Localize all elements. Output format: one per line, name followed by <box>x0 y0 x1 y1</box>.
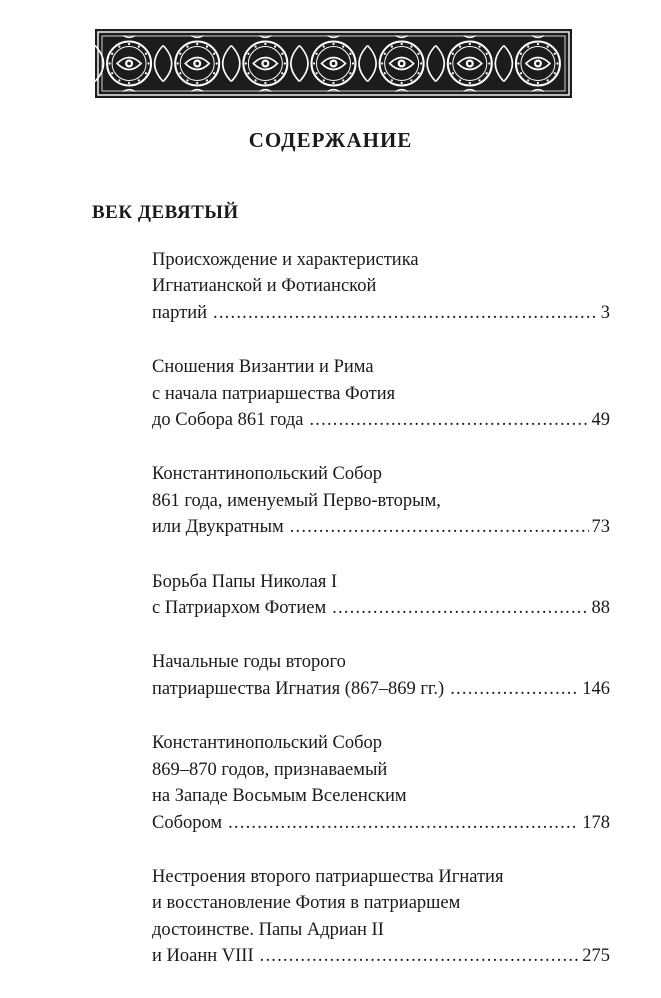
toc-entry <box>152 649 610 702</box>
toc-entry-line: с начала патриаршества Фотия <box>152 383 396 404</box>
dot-leader <box>332 595 588 621</box>
toc-entry-line: Происхождение и характеристика <box>152 250 419 270</box>
toc-entry-line: и восстановление Фотия в патриаршем <box>152 893 461 914</box>
toc-entry <box>152 864 610 970</box>
page-number: 275 <box>582 946 610 967</box>
toc-entry-text: или Двукратным <box>152 517 284 538</box>
page-number: 49 <box>591 410 610 431</box>
toc-entry-line: Сношения Византии и Рима <box>152 357 374 378</box>
toc-entry-line: Константинопольский Собор <box>152 464 383 485</box>
ornament-border <box>95 29 572 98</box>
toc-entry <box>152 247 610 326</box>
page-number: 178 <box>582 812 610 833</box>
toc-entry-text: и Иоанн VIII <box>152 946 254 967</box>
page-number: 3 <box>600 302 610 323</box>
section-heading: ВЕК ДЕВЯТЫЙ <box>92 202 239 223</box>
toc-entry <box>152 354 610 433</box>
toc-entry-last-line <box>152 514 610 540</box>
toc-entry-text: патриаршества Игнатия (867–869 гг.) <box>152 678 445 699</box>
toc-entry-last-line <box>152 810 610 836</box>
page-number: 146 <box>582 678 610 699</box>
table-of-contents <box>152 247 610 998</box>
toc-entry-text: Собором <box>152 812 223 833</box>
toc-entry-text: до Собора 861 года <box>152 410 304 431</box>
toc-entry-text: с Патриархом Фотием <box>152 598 327 619</box>
toc-entry-line: Борьба Папы Николая I <box>152 571 338 592</box>
toc-entry-line: Игнатианской и Фотианской <box>152 276 377 297</box>
toc-entry-last-line <box>152 407 610 433</box>
toc-entry-line: достоинстве. Папы Адриан II <box>152 919 384 940</box>
toc-entry-line: Начальные годы второго <box>152 652 346 673</box>
page-number: 88 <box>591 598 610 619</box>
toc-entry-last-line <box>152 676 610 702</box>
toc-entry-line: Константинопольский Собор <box>152 733 383 754</box>
toc-entry <box>152 461 610 540</box>
toc-entry-last-line <box>152 595 610 621</box>
page-number: 73 <box>591 517 610 538</box>
dot-leader <box>309 407 588 433</box>
page-title: СОДЕРЖАНИЕ <box>248 128 413 152</box>
toc-entry-last-line <box>152 300 610 326</box>
toc-entry-line: 869–870 годов, признаваемый <box>152 759 388 780</box>
dot-leader <box>450 676 579 702</box>
toc-entry-text: партий <box>152 302 208 323</box>
toc-entry-line: на Западе Восьмым Вселенским <box>152 786 407 807</box>
toc-entry-line: 861 года, именуемый Перво-вторым, <box>152 490 441 511</box>
toc-entry-last-line <box>152 943 610 969</box>
toc-entry-line: Нестроения второго патриаршества Игнатия <box>152 866 504 887</box>
toc-entry <box>152 730 610 836</box>
dot-leader <box>290 514 589 540</box>
dot-leader <box>260 943 580 969</box>
toc-entry <box>152 569 610 622</box>
dot-leader <box>228 810 579 836</box>
dot-leader <box>213 300 598 326</box>
